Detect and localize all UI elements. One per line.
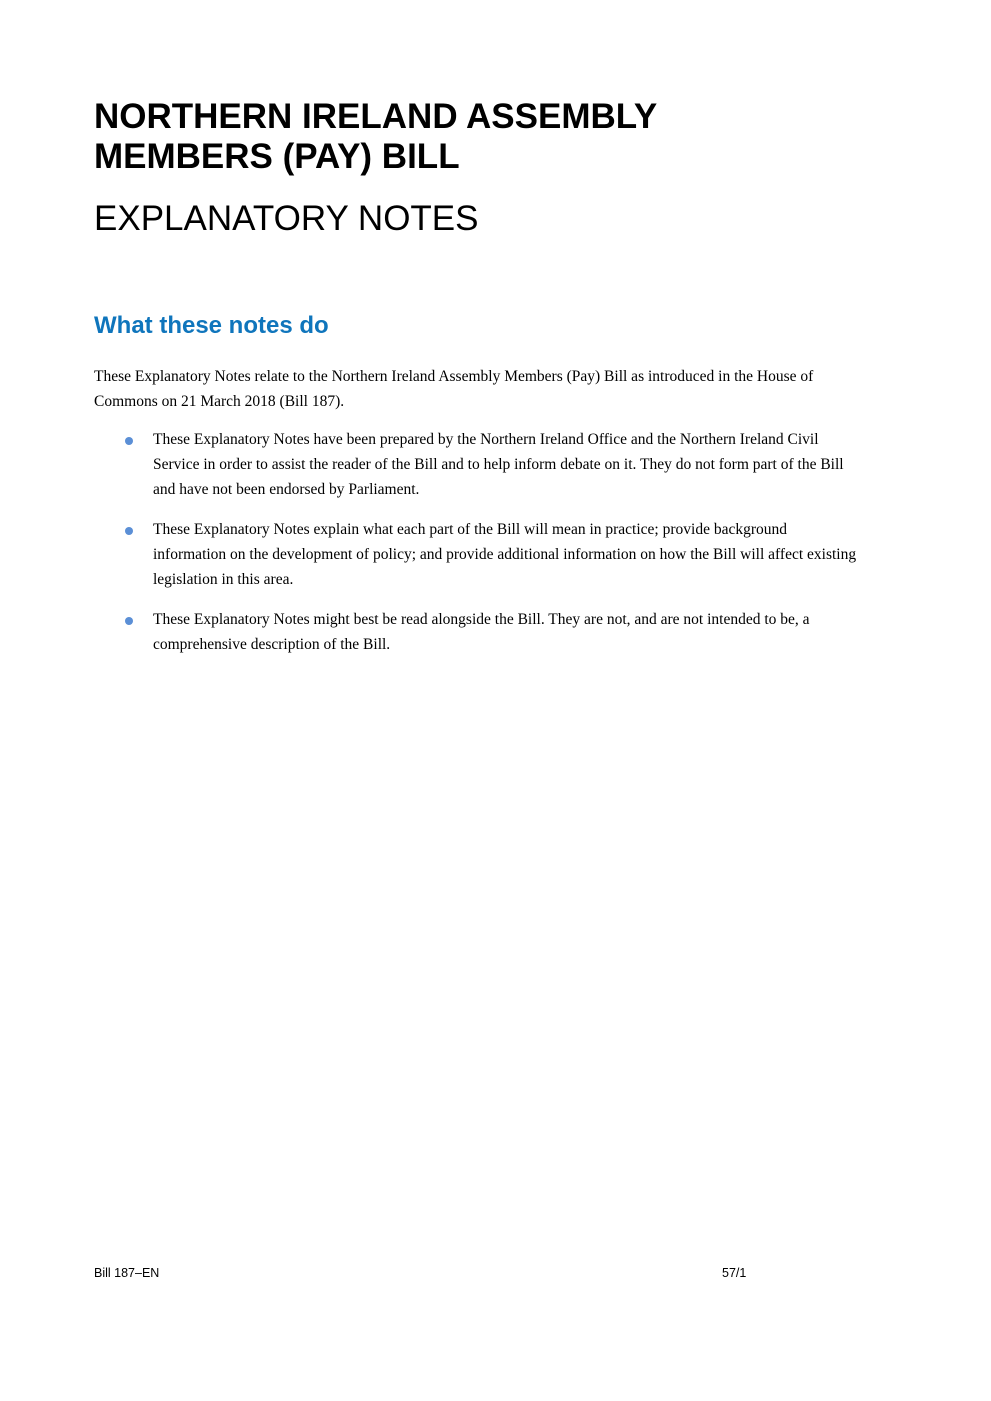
document-title: [94, 97, 874, 177]
bullet-text: These Explanatory Notes have been prepared by the Northern Ireland Office and the Northern Ireland Civil Service in order to assist the reader of the Bill and to help inform debate on it. They do not form part of the Bill and have not been endorsed by Parliament.: [153, 431, 844, 498]
bullet-list: [94, 427, 864, 672]
footer-page-code: 57/1: [722, 1266, 747, 1280]
bullet-item: [94, 427, 864, 502]
bullet-dot-icon: [125, 617, 133, 625]
bullet-dot-icon: [125, 437, 133, 445]
intro-paragraph: These Explanatory Notes relate to the Northern Ireland Assembly Members (Pay) Bill as introduced in the House of Commons on 21 March 2018 (Bill 187).: [94, 368, 814, 410]
title-line-2: MEMBERS (PAY) BILL: [94, 137, 460, 176]
bullet-text: These Explanatory Notes explain what each part of the Bill will mean in practice; provide background information on the development of policy; and provide additional information on how the Bill will affect existing legislation in this area.: [153, 521, 857, 588]
bullet-text: These Explanatory Notes might best be read alongside the Bill. They are not, and are not intended to be, a comprehensive description of the Bill.: [153, 611, 810, 653]
section-heading: What these notes do: [94, 312, 329, 339]
bullet-item: [94, 607, 864, 657]
title-line-1: NORTHERN IRELAND ASSEMBLY: [94, 97, 658, 136]
document-subtitle: EXPLANATORY NOTES: [94, 199, 479, 238]
bullet-dot-icon: [125, 527, 133, 535]
bullet-item: [94, 517, 864, 592]
footer-bill-reference: Bill 187–EN: [94, 1266, 160, 1280]
